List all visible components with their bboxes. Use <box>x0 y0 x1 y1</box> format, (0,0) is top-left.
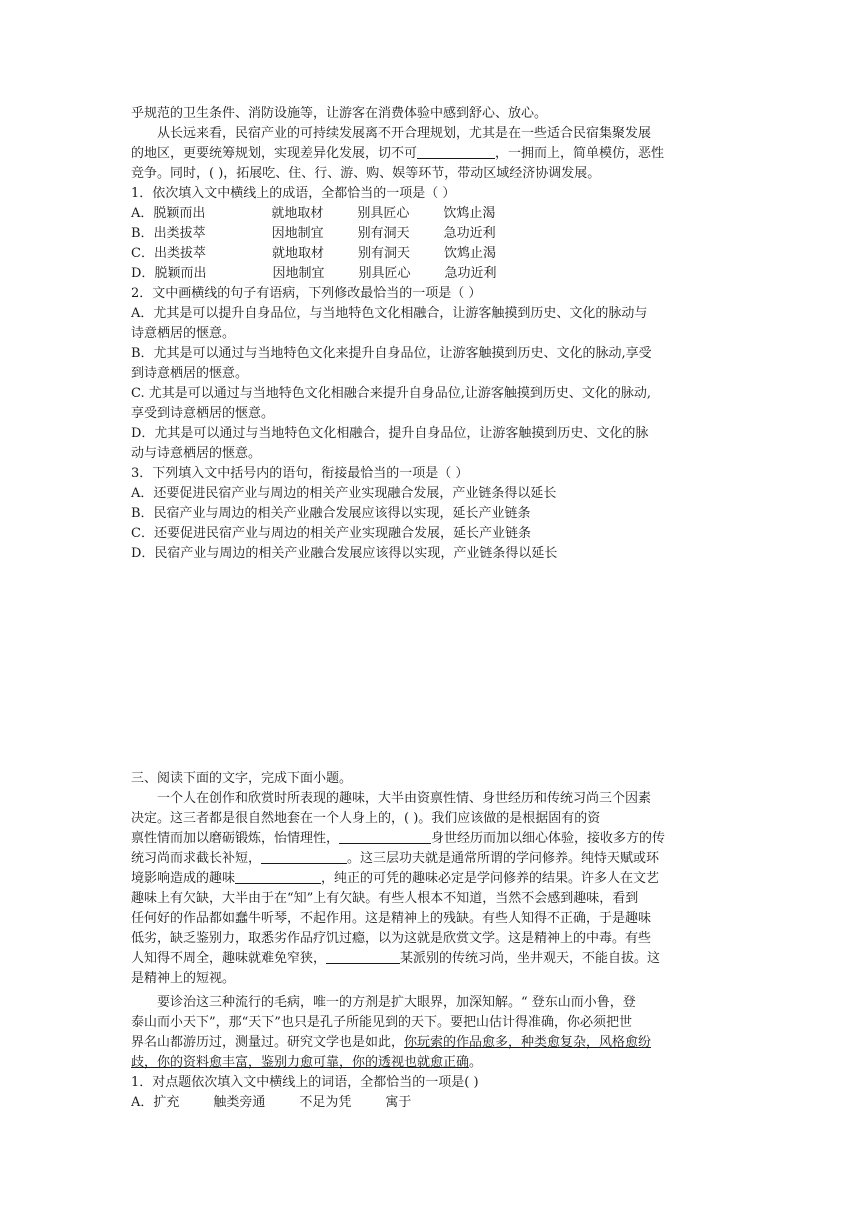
paragraph-line: 低劣，缺乏鉴别力，取悉劣作品疗饥过瘾，以为这就是欣赏文学。这是精神上的中毒。有些 <box>131 931 652 946</box>
option-word: 别有洞天 <box>357 226 410 241</box>
paragraph-line <box>131 1053 731 1073</box>
answer-line: C. 尤其是可以通过与当地特色文化相融合来提升自身品位,让游客触摸到历史、文化的脉动, <box>131 386 652 401</box>
paragraph-line: 决定。这三者都是很自然地套在一个人身上的，( )。我们应该做的是根据固有的资 <box>131 811 601 826</box>
text-span: 人知得不周全，趣味就难免窄狭， <box>131 951 327 966</box>
option-word: 不足为凭 <box>299 1095 352 1110</box>
option-word: 饮鸩止渴 <box>443 206 496 221</box>
answer-line: B．民宿产业与周边的相关产业融合发展应该得以实现，延长产业链条 <box>131 506 531 521</box>
question-stem: 1．对点题依次填入文中横线上的词语，全都恰当的一项是( ) <box>131 1075 479 1090</box>
option-word: 因地制宜 <box>272 266 325 281</box>
question-stem: 1．依次填入文中横线上的成语，全都恰当的一项是（ ） <box>131 186 456 201</box>
option-line <box>131 224 731 244</box>
option-line <box>131 1093 731 1113</box>
question-stem: 2．文中画横线的句子有语病，下列修改最恰当的一项是（ ） <box>131 286 482 301</box>
paragraph-line <box>131 144 731 164</box>
text-span: 身世经历而加以细心体验，接收多方的传 <box>431 831 666 846</box>
answer-line: 诗意栖居的惬意。 <box>131 326 236 341</box>
option-word: 别具匠心 <box>357 206 410 221</box>
option-label: A． <box>131 206 154 221</box>
paragraph-line: 从长远来看，民宿产业的可持续发展离不开合理规划，尤其是在一些适合民宿集聚发展 <box>157 126 652 141</box>
paragraph-line <box>131 949 731 969</box>
text-span: 境影响造成的趣味 <box>131 871 236 886</box>
text-span: 界名山都游历过，测量过。研究文学也是如此， <box>131 1035 405 1050</box>
option-label: B． <box>131 226 154 241</box>
answer-line: A．还要促进民宿产业与周边的相关产业实现融合发展，产业链条得以延长 <box>131 486 557 501</box>
answer-line: D．尤其是可以通过与当地特色文化相融合，提升自身品位，让游客触摸到历史、文化的脉 <box>131 426 649 441</box>
answer-line: A．尤其是可以提升自身品位，与当地特色文化相融合，让游客触摸到历史、文化的脉动与 <box>131 306 648 321</box>
intro-line: 乎规范的卫生条件、消防设施等，让游客在消费体验中感到舒心、放心。 <box>131 106 548 121</box>
option-word: 就地取材 <box>271 246 324 261</box>
paragraph-line <box>131 869 731 889</box>
underlined-sentence: 歧，你的资料愈丰富，鉴别力愈可靠，你的透视也就愈正确 <box>131 1055 470 1070</box>
option-word: 饮鸩止渴 <box>443 246 496 261</box>
text-span: 统习尚而求截长补短， <box>131 851 262 866</box>
answer-line: 动与诗意栖居的惬意。 <box>131 446 262 461</box>
option-word: 出类拔萃 <box>153 246 206 261</box>
fill-blank <box>417 144 495 159</box>
text-span: 禀性情而加以磨砺锻炼，怡情理性， <box>131 831 340 846</box>
option-line <box>131 244 731 264</box>
answer-line: B．尤其是可以通过与当地特色文化来提升自身品位，让游客触摸到历史、文化的脉动,享受 <box>131 346 652 361</box>
text-span: 。 <box>469 1055 483 1070</box>
option-word: 寓于 <box>385 1095 412 1110</box>
text-span: ，一拥而上，简单模仿，恶性 <box>495 146 665 161</box>
option-word: 出类拔萃 <box>153 226 206 241</box>
paragraph-line: 任何好的作品都如蠢牛听琴，不起作用。这是精神上的残缺。有些人知得不正确，于是趣味 <box>131 911 652 926</box>
option-word: 触类旁通 <box>213 1095 266 1110</box>
option-word: 急功近利 <box>443 226 496 241</box>
paragraph-line: 趣味上有欠缺，大半由于在“知”上有欠缺。有些人根本不知道，当然不会感到趣味，看到 <box>131 891 639 906</box>
option-word: 急功近利 <box>444 266 497 281</box>
paragraph-line <box>131 829 731 849</box>
paragraph-line <box>131 849 731 869</box>
fill-blank <box>261 849 347 864</box>
fill-blank <box>339 829 431 844</box>
paragraph-line: 竞争。同时，( )，拓展吃、住、行、游、购、娱等环节，带动区域经济协调发展。 <box>131 166 601 181</box>
paragraph-line: 是精神上的短视。 <box>131 971 236 986</box>
option-word: 因地制宜 <box>271 226 324 241</box>
question-stem: 3．下列填入文中括号内的语句，衔接最恰当的一项是（ ） <box>131 466 469 481</box>
option-line <box>131 264 731 284</box>
option-word: 别有洞天 <box>357 246 410 261</box>
paragraph-line: 一个人在创作和欣赏时所表现的趣味，大半由资禀性情、身世经历和传统习尚三个因素 <box>157 791 652 806</box>
option-word: 别具匠心 <box>358 266 411 281</box>
answer-line: D．民宿产业与周边的相关产业融合发展应该得以实现，产业链条得以延长 <box>131 546 558 561</box>
paragraph-line: 泰山而小天下”，那“天下”也只是孔子所能见到的天下。要把山估计得准确，你必须把世 <box>131 1015 632 1030</box>
option-label: C． <box>131 246 154 261</box>
text-span: 某派别的传统习尚，坐井观天，不能自拔。这 <box>400 951 661 966</box>
answer-line: 享受到诗意栖居的惬意。 <box>131 406 275 421</box>
text-span: ，纯正的可凭的趣味必定是学问修养的结果。许多人在文艺 <box>321 871 660 886</box>
paragraph-line: 要诊治这三种流行的毛病，唯一的方剂是扩大眼界，加深知解。“ 登东山而小鲁，登 <box>157 995 636 1010</box>
option-word: 脱颖而出 <box>153 206 206 221</box>
answer-line: 到诗意栖居的惬意。 <box>131 366 249 381</box>
option-label: D． <box>131 266 155 281</box>
option-word: 就地取材 <box>271 206 324 221</box>
text-span: 。这三层功夫就是通常所谓的学问修养。纯恃天赋或环 <box>347 851 660 866</box>
fill-blank <box>326 949 400 964</box>
text-span: 的地区，更要统筹规划，实现差异化发展，切不可 <box>131 146 418 161</box>
section-heading: 三、阅读下面的文字，完成下面小题。 <box>131 771 353 786</box>
option-word: 扩充 <box>153 1095 180 1110</box>
fill-blank <box>235 869 321 884</box>
answer-line: C．还要促进民宿产业与周边的相关产业实现融合发展，延长产业链条 <box>131 526 531 541</box>
paragraph-line <box>131 1033 731 1053</box>
option-word: 脱颖而出 <box>154 266 207 281</box>
option-line <box>131 204 731 224</box>
underlined-sentence: 你玩索的作品愈多，种类愈复杂，风格愈纷 <box>404 1035 652 1050</box>
option-label: A． <box>131 1095 154 1110</box>
